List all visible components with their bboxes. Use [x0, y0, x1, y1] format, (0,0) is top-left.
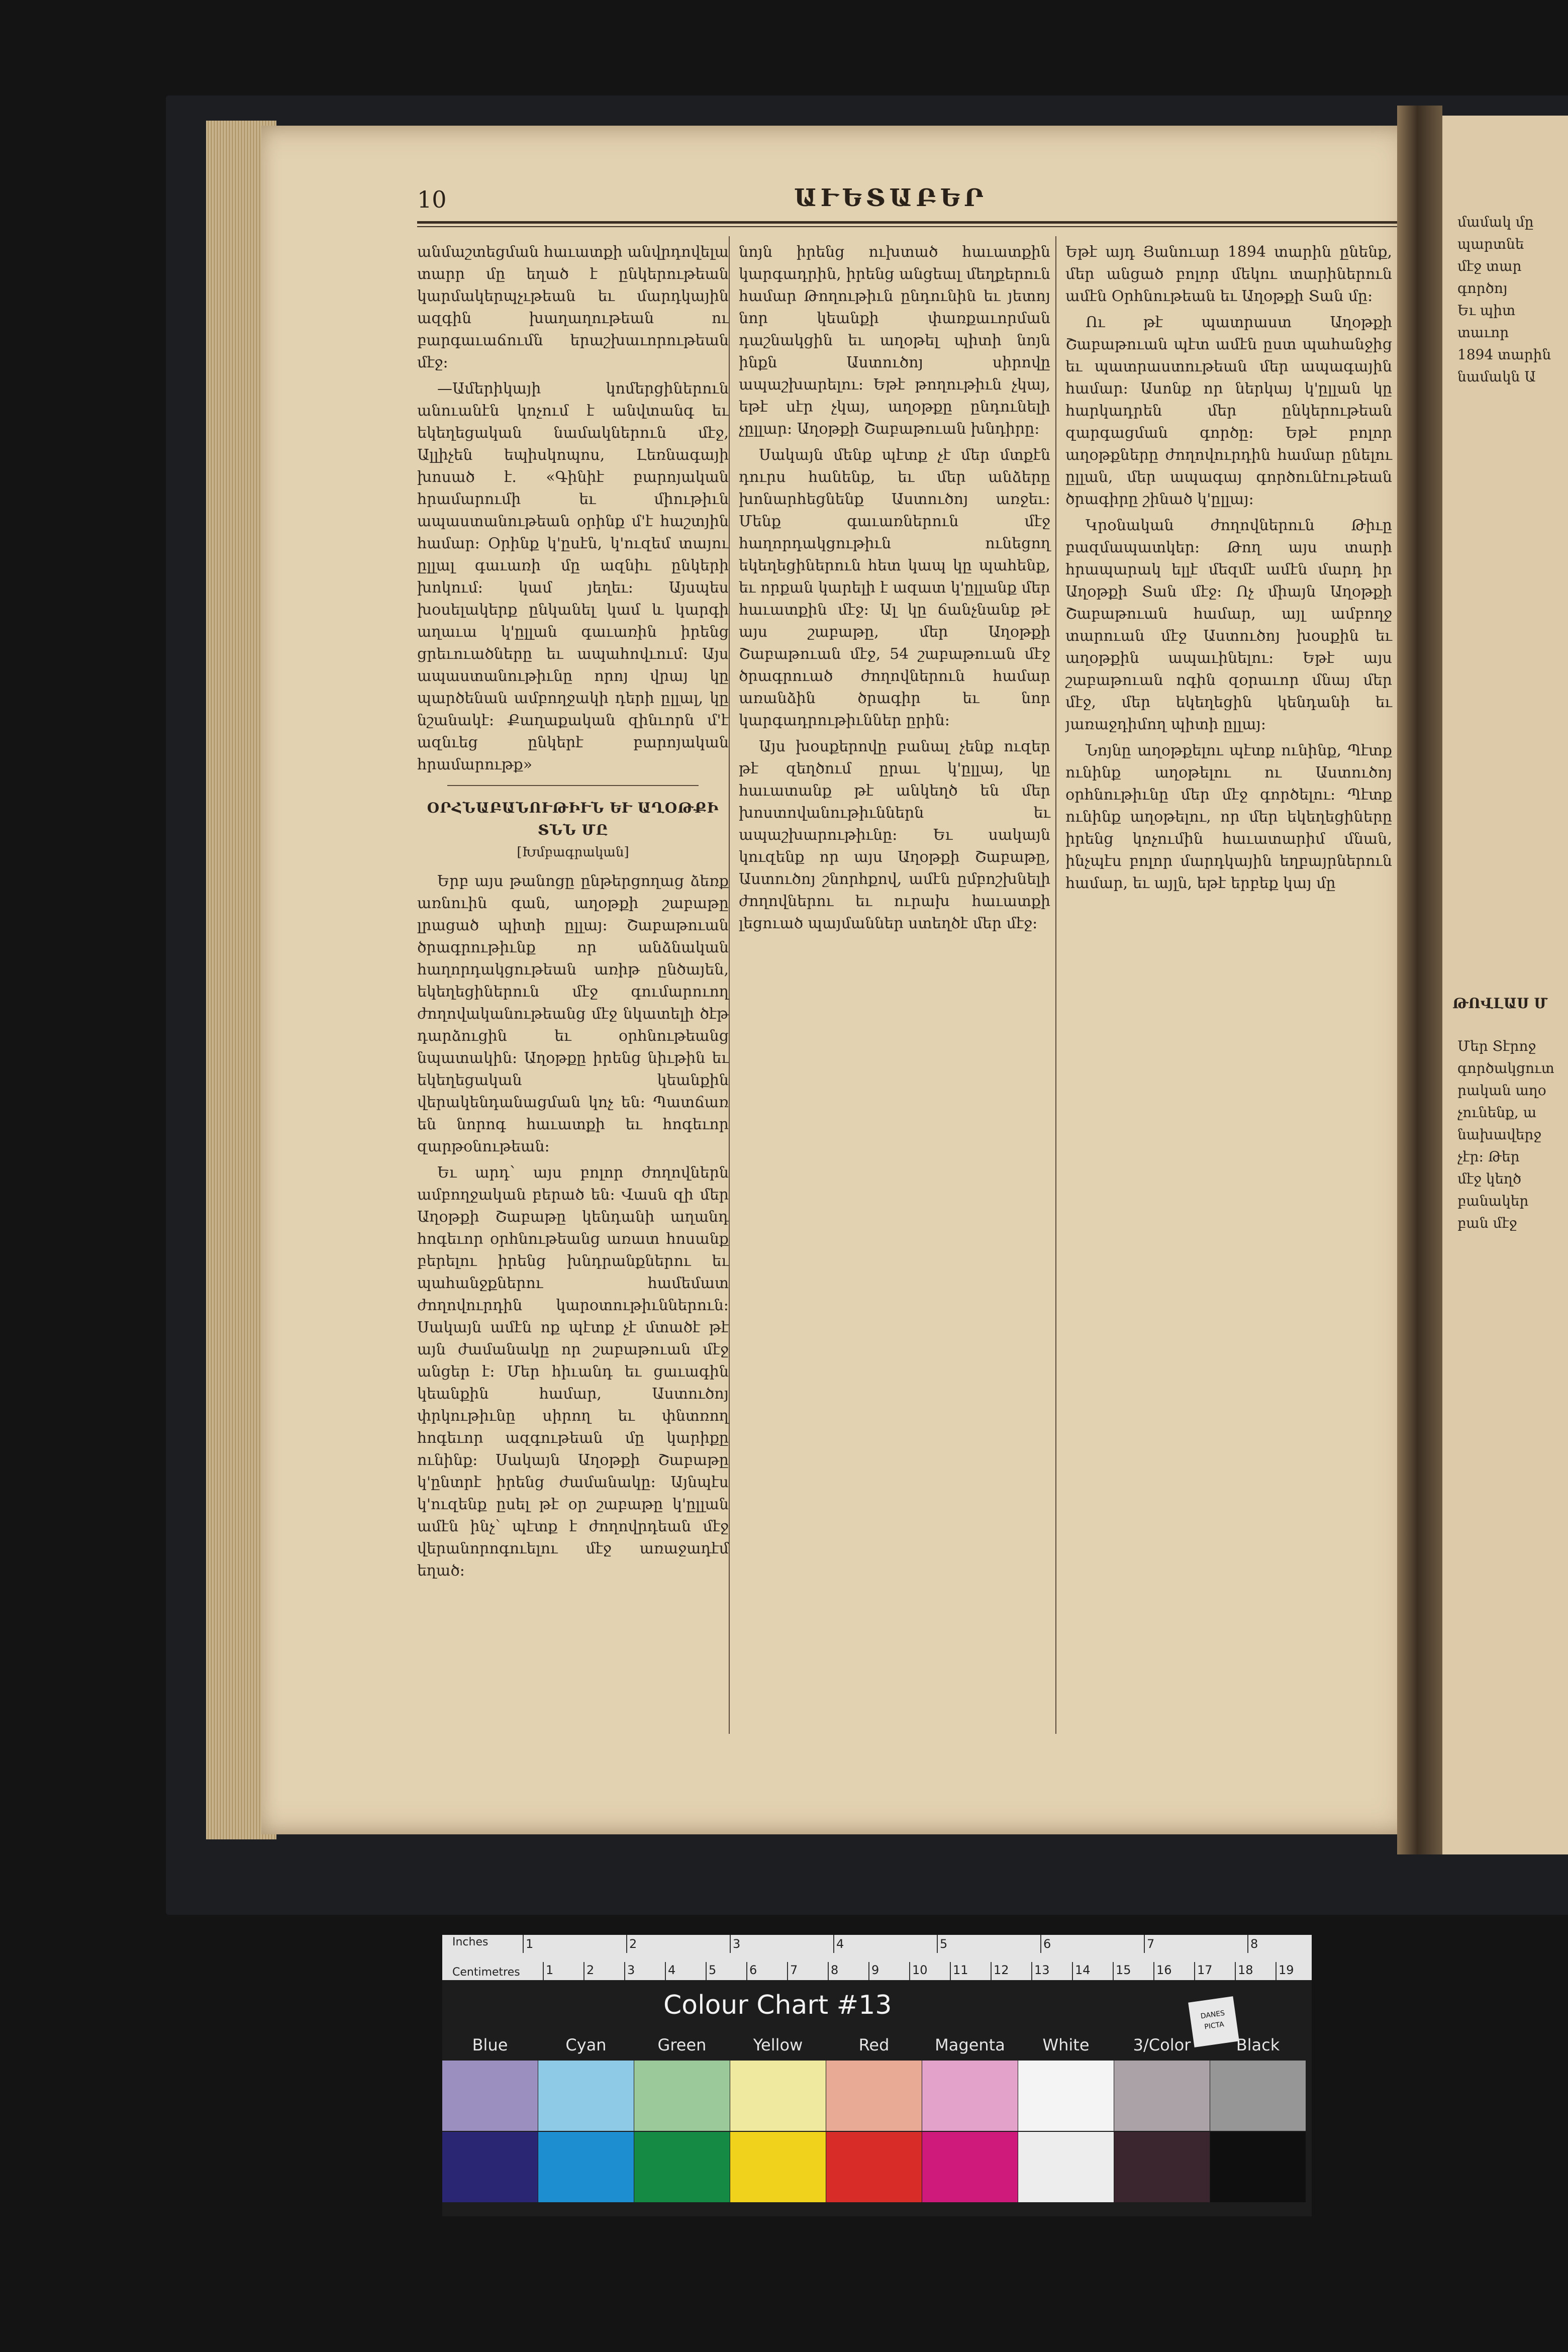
inch-tick — [833, 1935, 834, 1953]
text-line: պարտնե — [1457, 236, 1524, 252]
cm-tick-label: 11 — [953, 1963, 968, 1977]
text-line: մամակ մը — [1457, 214, 1534, 230]
inch-tick — [523, 1935, 524, 1953]
page-number: 10 — [417, 186, 447, 213]
swatch-dark — [634, 2132, 730, 2202]
column-3 — [1065, 241, 1392, 899]
paragraph: Երբ այս թանոցը ընթերցողաց ձեռք առնուին գան, աղօթքի շաբաթը լրացած պիտի ըլլայ։ Շաբաթուան ծրագրութիւնք որ անձնական հաղորդակցութեան առիթ ընծայեն, եկեղեցիներուն մէջ գումարուող ժողովականութեանց մէջ նկատելի ծէթ դարձուցին եւ օրհնութեանց նպատակին։ Աղօթքը իրենց նիւթին եւ եկեղեցական կեանքին վերակենդանացման կոչ են։ Պատճառ են նորոգ հաւատքի եւ հոգեւոր զարթօնութեան։ — [417, 872, 729, 1155]
text-line: րական աղօ — [1457, 1082, 1546, 1099]
swatch-dark — [826, 2132, 922, 2202]
text-line: չունենք, ա — [1457, 1104, 1537, 1121]
book-gutter — [1397, 106, 1442, 1854]
inch-tick-label: 8 — [1250, 1937, 1258, 1951]
cm-tick — [868, 1962, 869, 1980]
cm-tick-label: 10 — [912, 1963, 928, 1977]
swatch-light — [1114, 2061, 1210, 2131]
text-line: նախավերջ — [1457, 1126, 1542, 1143]
section-title: ՕՐՀՆԱԲԱՆՈՒԹԻՒՆ ԵՒ ԱՂՕԹՔԻ ՏՆՆ ՄԸ — [427, 800, 719, 838]
column-divider — [729, 236, 730, 1734]
cm-tick-label: 12 — [994, 1963, 1009, 1977]
cm-tick-label: 1 — [546, 1963, 554, 1977]
swatch-label: 3/Color — [1133, 2035, 1191, 2054]
cm-tick-label: 14 — [1075, 1963, 1091, 1977]
text-line: Մեր Տէրոջ — [1457, 1038, 1536, 1054]
swatch-light — [1018, 2061, 1114, 2131]
swatch-dark — [1018, 2132, 1114, 2202]
text-line: մէջ կեղծ — [1457, 1170, 1522, 1187]
swatch-dark — [1114, 2132, 1210, 2202]
colour-chart — [442, 1935, 1312, 2216]
cm-tick-label: 13 — [1034, 1963, 1050, 1977]
column-divider — [1055, 236, 1056, 1734]
swatch-light — [730, 2061, 826, 2131]
swatch-label: Black — [1236, 2035, 1280, 2054]
cm-tick — [991, 1962, 992, 1980]
cm-tick-label: 6 — [749, 1963, 757, 1977]
cm-tick — [543, 1962, 544, 1980]
paragraph: Կրօնական ժողովներուն Թիւը բազմապատկեր։ Թող այս տարի հրապարակ ելլէ մեզմէ ամէն մարդ իր Աղօթքի Տան մէջ։ Ոչ միայն Աղօթքի Շաբաթուան համար, այլ ամբողջ տարուան մէջ Աստուծոյ խօսքին եւ աղօթքին ապաւինելու։ Եթէ այս շաբաթուան ոգին զօրաւոր մնայ մեր մէջ, մեր եկեղեցին կենդանի եւ յառաջդիմող պիտի ըլլայ։ — [1065, 517, 1392, 733]
inch-tick — [1040, 1935, 1041, 1953]
cm-tick — [909, 1962, 910, 1980]
text-line: գործակցուտ — [1457, 1060, 1554, 1076]
cm-tick-label: 17 — [1197, 1963, 1213, 1977]
cm-tick-label: 9 — [871, 1963, 879, 1977]
inch-tick — [937, 1935, 938, 1953]
inch-tick-label: 7 — [1147, 1937, 1155, 1951]
cm-tick-label: 18 — [1238, 1963, 1253, 1977]
cm-tick — [1235, 1962, 1236, 1980]
cm-tick-label: 15 — [1116, 1963, 1131, 1977]
swatch-light — [442, 2061, 538, 2131]
cm-tick — [1031, 1962, 1032, 1980]
cm-tick-label: 16 — [1156, 1963, 1172, 1977]
column-2 — [739, 241, 1050, 939]
cm-tick-label: 5 — [709, 1963, 717, 1977]
swatch-light — [922, 2061, 1018, 2131]
swatch-dark — [730, 2132, 826, 2202]
inch-tick — [626, 1935, 627, 1953]
paragraph: նոյն իրենց ուխտած հաւատքին կարգադրին, իրենց անցեալ մեղքերուն համար Թողութիւն ընդունին եւ յետոյ նոր կեանքի փառքաւորման դաշնակցին եւ աղօթել պիտի նոյն ինքն Աստուծոյ սիրովը ապաշխարելու։ Եթէ թողութիւն չկայ, եթէ սէր չկայ, աղօթքը ընդունելի չըլլար։ Աղօթքի Շաբաթուան խնդիրը։ — [739, 243, 1050, 438]
cm-tick-label: 4 — [668, 1963, 676, 1977]
paragraph: Սակայն մենք պէտք չէ մեր մտքէն դուրս հանենք, եւ մեր անձերը խոնարհեցնենք Աստուծոյ առջեւ։ Մենք գաւառներուն մէջ հաղորդակցութիւն ունեցող եկեղեցիներուն հետ կապ կը պահենք, եւ որքան կարելի է ազատ կ'ըլլանք մեր հաւատքին մէջ։ Ալ կը ճանչնանք թէ այս շաբաթը, մեր Աղօթքի Շաբաթուան մէջ, 54 շաբաթուան մէջ ծրագրուած ժողովներուն համար առանձին ծրագիր եւ նոր կարգադրութիւններ ըրին։ — [739, 446, 1050, 729]
cm-tick-label: 7 — [790, 1963, 798, 1977]
swatch-dark — [538, 2132, 634, 2202]
inch-tick-label: 1 — [526, 1937, 534, 1951]
cm-tick — [787, 1962, 788, 1980]
swatch-label: Cyan — [565, 2035, 607, 2054]
journal-title: ԱՒԵՏԱԲԵՐ — [794, 184, 988, 212]
swatch-dark — [1210, 2132, 1306, 2202]
text-line: նամակն Ա — [1457, 368, 1536, 385]
facing-page-text-lower — [1457, 1035, 1568, 1234]
text-line: Եւ պիտ — [1457, 302, 1516, 319]
inch-tick — [1247, 1935, 1248, 1953]
swatch-label: Green — [657, 2035, 707, 2054]
text-line: գործոյ — [1457, 280, 1508, 297]
section-subtitle: [Խմբագրական] — [517, 845, 629, 860]
cm-tick — [828, 1962, 829, 1980]
facing-page-text — [1457, 211, 1568, 388]
swatch-label: Magenta — [935, 2035, 1005, 2054]
swatch-label: Red — [858, 2035, 890, 2054]
inch-tick — [1144, 1935, 1145, 1953]
cm-tick — [746, 1962, 747, 1980]
facing-page-section-title: ԹՈՎԼԱՍ Մ — [1452, 995, 1548, 1012]
text-line: չէր։ Թեր — [1457, 1148, 1520, 1165]
header-rule-thin — [417, 226, 1397, 227]
swatch-label: Yellow — [753, 2035, 803, 2054]
chart-title: Colour Chart #13 — [663, 1990, 892, 2020]
cm-tick-label: 2 — [586, 1963, 595, 1977]
cm-tick — [1153, 1962, 1154, 1980]
text-line: բանակեր — [1457, 1193, 1529, 1209]
swatch-label: White — [1042, 2035, 1090, 2054]
section-separator — [447, 785, 699, 786]
column-1 — [417, 241, 729, 1586]
inch-tick — [730, 1935, 731, 1953]
inch-tick-label: 4 — [836, 1937, 844, 1951]
cm-tick — [1072, 1962, 1073, 1980]
cm-tick — [624, 1962, 625, 1980]
paragraph: —Ամերիկայի կոմերցիներուն անուանէն կոչում է անվտանգ եւ եկեղեցական նամակներուն մէջ, Ալլիչեն եպիսկոպոս, Լեռնագայի խոսած է. «Գինիէ բարոյական հրամարումի եւ միութիւն ապաստանութեան օրինք մ'է հաշտյին համար։ Օրինք կ'ըսէն, կ'ուզեմ տայու ըլլալ գաւառի մը ազնիւ ընկերի խոկում։ կամ յեղեւ։ Այսպես խօսելակերք ընկանել կամ և կարգի աղաւա կ'ըլլան գաւառին իրենց ցրեւուածները եւ ապահովւում։ Այս ապաստանութիւնը որոյ վրայ կը պարծենան ամբողջակի դերի ըլլալ, կը նշանակէ։ Քաղաքական զինւորն մ'է ազնւեց ընկերէ բարոյական հրամարութք» — [417, 380, 729, 773]
text-line: 1894 տարին — [1457, 346, 1551, 363]
paragraph: անմաշտեցման հաւատքի անվրդովելա տարր մը եղած է ընկերութեան կարմակերպչւթեան եւ մարդկային ազգին խաղաղութեան ու բարգաւաճումն երաշխաւորութեան մէջ։ — [417, 243, 729, 371]
swatch-dark — [442, 2132, 538, 2202]
cm-tick — [1113, 1962, 1114, 1980]
danes-picta-logo: DANES PICTA — [1188, 1996, 1239, 2047]
centimetres-label: Centimetres — [452, 1966, 520, 1979]
cm-tick — [665, 1962, 666, 1980]
header-rule — [417, 221, 1397, 224]
cm-tick — [950, 1962, 951, 1980]
cm-tick — [1276, 1962, 1277, 1980]
text-line: մէջ տար — [1457, 258, 1522, 274]
paragraph: Եթէ այդ Յանուար 1894 տարին ընենք, մեր անցած բոլոր մեկու տարիներուն ամէն Օրհնութեան եւ Աղօթքի Տան մը։ — [1065, 243, 1392, 305]
cm-tick — [706, 1962, 707, 1980]
text-line: տաւոր — [1457, 324, 1509, 341]
paragraph: Նոյնը աղօթքելու պէտք ունինք, Պէտք ունինք աղօթելու ու Աստուծոյ օրհնութիւնը մեր մէջ գործելու։ Պէտք ունինք աղօթելու, որ մեր եկեղեցիները իրենց կոչումին հաւատարիմ մնան, ինչպէս բոլոր մարդկային եղբայրներուն համար, եւ այլն, եթէ երբեք կայ մը — [1065, 742, 1392, 892]
swatch-light — [634, 2061, 730, 2131]
cm-tick-label: 8 — [831, 1963, 839, 1977]
paragraph: Եւ արդ՝ այս բոլոր ժողովներն ամբողջական բերած են։ Վասն զի մեր Աղօթքի Շաբաթը կենդանի աղանդ հոգեւոր օրհնութեանց առատ հոսանք բերելու իրենց խնդրանքներու եւ պահանջքներու համեմատ ժողովուրդին կարօտութիւններուն։ Սակայն ամէն ոք պէտք չէ մտածէ թէ այն ժամանակը որ շաբաթուան մէջ անցեր է։ Մեր հիւանդ եւ ցաւագին կեանքին համար, Աստուծոյ փրկութիւնը սիրող եւ փնտռող հոգեւոր ազգութեան մը կարիքը ունինք։ Սակայն Աղօթքի Շաբաթը կ'ընտրէ իրենց ժամանակը։ Այնպէս կ'ուզենք ըսել թէ օր շաբաթը կ'ըլլան ամէն ինչ՝ պէտք է ժողովրդեան մէջ վերանորոգուելու մէջ առաջադէմ եղած։ — [417, 1164, 729, 1580]
swatch-light — [538, 2061, 634, 2131]
swatch-light — [826, 2061, 922, 2131]
cm-tick-label: 3 — [627, 1963, 635, 1977]
page-header — [417, 186, 1397, 221]
paragraph: Ու թէ պատրաստ Աղօթքի Շաբաթուան պէտ ամէն ըստ պահանջից եւ պատրաստութեան մեր ապագային համար։ Ասոնք որ ներկայ կ'ըլլան կը հարկադրեն մեր ընկերութեան զարգացման գործը։ Եթէ բոլոր աղօթքները ժողովուրդին համար ընելու ըլլան, մեր ապագայ գործունէութեան ծրագիրը շինած կ'ըլլայ։ — [1065, 314, 1392, 508]
inch-tick-label: 5 — [940, 1937, 948, 1951]
inch-tick-label: 2 — [629, 1937, 637, 1951]
swatch-dark — [922, 2132, 1018, 2202]
inch-tick-label: 6 — [1043, 1937, 1051, 1951]
cm-tick — [583, 1962, 584, 1980]
cm-tick-label: 19 — [1279, 1963, 1294, 1977]
inch-tick-label: 3 — [733, 1937, 741, 1951]
inches-label: Inches — [452, 1936, 488, 1948]
measurement-ruler — [442, 1935, 1312, 1980]
swatch-label: Blue — [472, 2035, 508, 2054]
paragraph: Այս խօսքերովը բանալ չենք ուզեր թէ զեղծում ըրաւ կ'ըլլայ, կը հաւատանք թէ անկեղծ են մեր խոստովանութիւններն եւ ապաշխարութիւնը։ Եւ սակայն կուզենք որ այս Աղօթքի Շաբաթը, Աստուծոյ շնորհքով, ամէն ըմբոշխնելի ժողովներու եւ ուրախ հաւատքի լեցուած պայմաններ ստեղծէ մեր մէջ։ — [739, 738, 1050, 932]
cm-tick — [1194, 1962, 1195, 1980]
text-line: բան մէջ — [1457, 1215, 1517, 1231]
swatch-light — [1210, 2061, 1306, 2131]
